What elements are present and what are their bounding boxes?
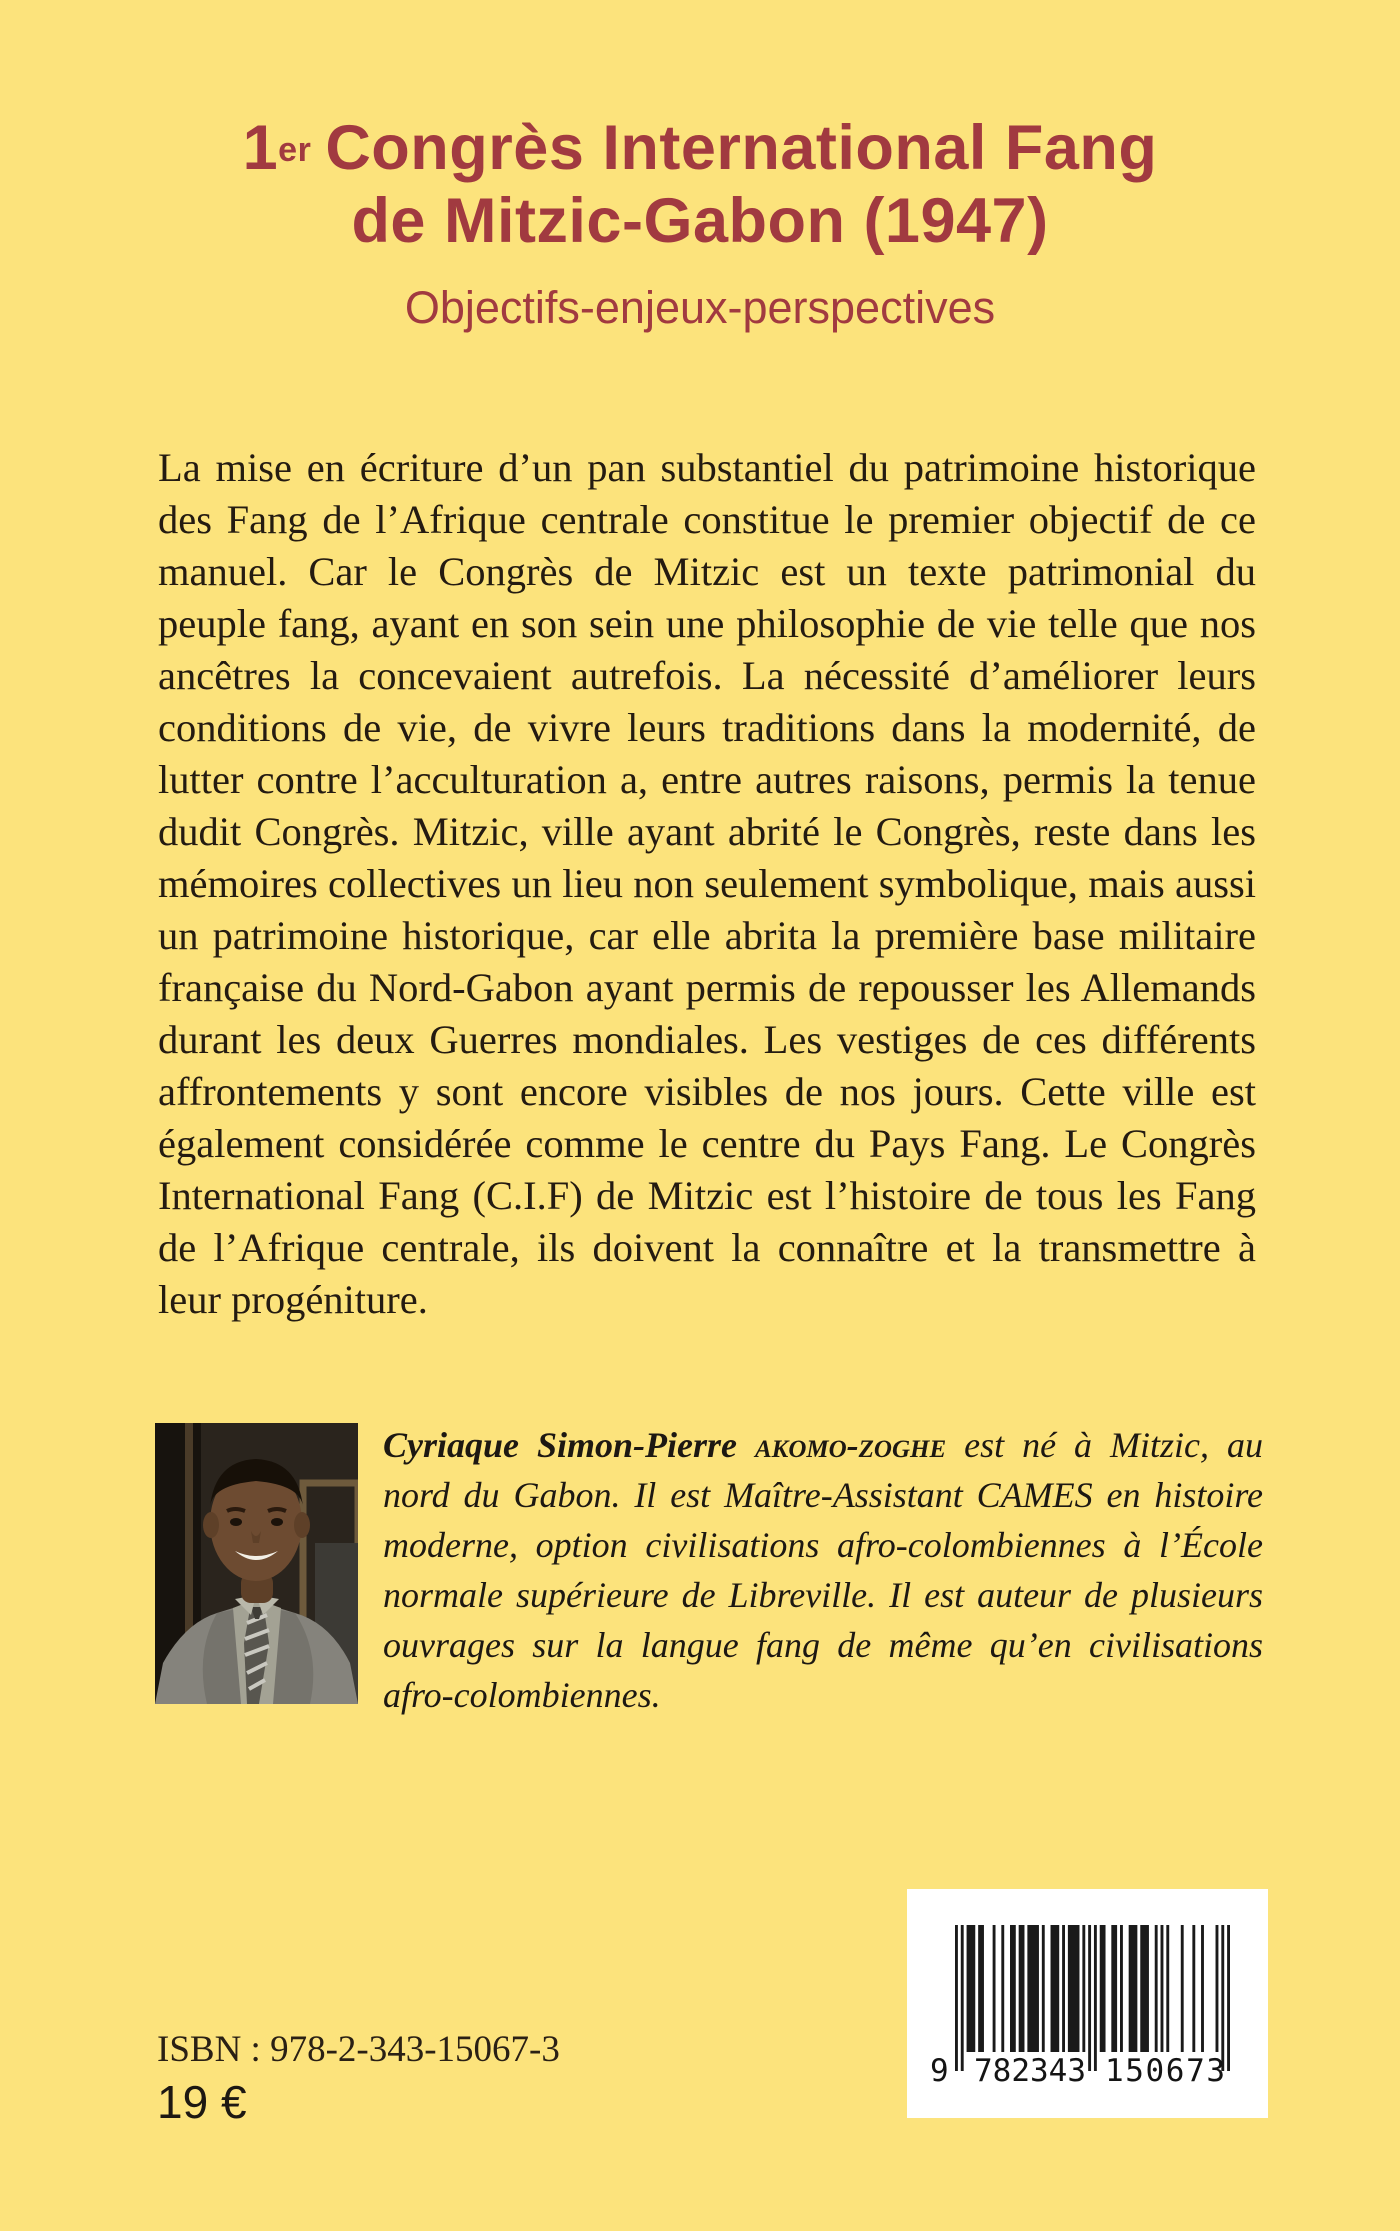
title-ordinal-suffix: er	[278, 131, 312, 169]
barcode-bar	[967, 1925, 976, 2052]
barcode-bar	[978, 1925, 984, 2052]
price-label: 19 €	[157, 2076, 247, 2128]
barcode-bar	[955, 1925, 958, 2071]
barcode-bar	[1001, 1925, 1004, 2052]
barcode-svg	[907, 1889, 1268, 2118]
barcode-bar	[1042, 1925, 1045, 2052]
barcode-digits-group2: 150673	[1105, 2053, 1225, 2089]
barcode-bar	[1120, 1925, 1123, 2052]
barcode-bar	[1068, 1925, 1080, 2052]
barcode-bar	[1161, 1925, 1164, 2052]
barcode-bar	[1227, 1925, 1230, 2071]
barcode-bar	[1027, 1925, 1039, 2052]
barcode-bar	[1181, 1925, 1184, 2052]
barcode-bar	[1010, 1925, 1016, 2052]
barcode-panel	[907, 1889, 1268, 2118]
barcode-bar	[1201, 1925, 1204, 2052]
barcode-bar	[1216, 1925, 1219, 2052]
title-block	[0, 112, 1400, 332]
book-title	[0, 112, 1400, 258]
barcode-bar	[1192, 1925, 1195, 2052]
book-subtitle: Objectifs-enjeux-perspectives	[404, 282, 996, 333]
barcode-bar	[961, 1925, 964, 2071]
author-photo	[155, 1423, 358, 1704]
barcode-bar	[1140, 1925, 1149, 2052]
ear-left	[203, 1512, 219, 1538]
author-name: Cyriaque Simon-Pierre	[383, 1425, 755, 1465]
author-surname: akomo-zoghe	[754, 1425, 947, 1465]
barcode-bar	[1051, 1925, 1060, 2052]
title-line-2: de Mitzic-Gabon (1947)	[351, 186, 1049, 256]
barcode-bar	[1100, 1925, 1106, 2052]
barcode-bar	[1082, 1925, 1085, 2052]
barcode-bar	[1221, 1925, 1224, 2071]
barcode-bar	[1129, 1925, 1138, 2052]
barcode-bar	[1088, 1925, 1091, 2071]
barcode-bar	[1062, 1925, 1065, 2052]
isbn-label: ISBN : 978-2-343-15067-3	[157, 2029, 560, 2070]
title-line-1	[0, 112, 1400, 185]
author-bio-text: est né à Mitzic, au nord du Gabon. Il est Maître-Assistant CAMES en histoire moderne, option civilisations afro-colombiennes à l’École normale supérieure de Libreville. Il est auteur de plusieurs ouvrages sur la langue fang de même qu’en civilisations afro-colombiennes.	[383, 1425, 1263, 1715]
barcode-digit-left: 9	[930, 2053, 949, 2089]
title-line1-text: Congrès International Fang	[325, 113, 1158, 183]
barcode-bar	[1111, 1925, 1117, 2052]
eyebrow-left	[227, 1509, 245, 1511]
barcode-bar	[1155, 1925, 1158, 2052]
barcode-bar	[1166, 1925, 1169, 2052]
barcode-digits-group1: 782343	[974, 2053, 1086, 2089]
title-number: 1	[242, 113, 279, 183]
barcode-bar	[1094, 1925, 1097, 2071]
barcode-bar	[1019, 1925, 1025, 2052]
eye-right	[271, 1518, 283, 1526]
author-bio	[383, 1420, 1263, 1720]
ear-right	[294, 1512, 310, 1538]
eye-left	[230, 1518, 242, 1526]
eyebrow-right	[268, 1509, 286, 1511]
synopsis-text: La mise en écriture d’un pan substantiel du patrimoine historique des Fang de l’Afrique centrale constitue le premier objectif de ce manuel. Car le Congrès de Mitzic est un texte patrimonial du peuple fang, ayant en son sein une philosophie de vie telle que nos ancêtres la concevaient autrefois. La nécessité d’améliorer leurs conditions de vie, de vivre leurs traditions dans la modernité, de lutter contre l’acculturation a, entre autres raisons, permis la tenue dudit Congrès. Mitzic, ville ayant abrité le Congrès, reste dans les mémoires collectives un lieu non seulement symbolique, mais aussi un patrimoine historique, car elle abrita la première base militaire française du Nord-Gabon ayant permis de repousser les Allemands durant les deux Guerres mondiales. Les vestiges de ces différents affrontements y sont encore visibles de nos jours. Cette ville est également considérée comme le centre du Pays Fang. Le Congrès International Fang (C.I.F) de Mitzic est l’histoire de tous les Fang de l’Afrique centrale, ils doivent la connaître et la transmettre à leur progéniture.	[158, 445, 1256, 1322]
barcode-bar	[993, 1925, 996, 2052]
